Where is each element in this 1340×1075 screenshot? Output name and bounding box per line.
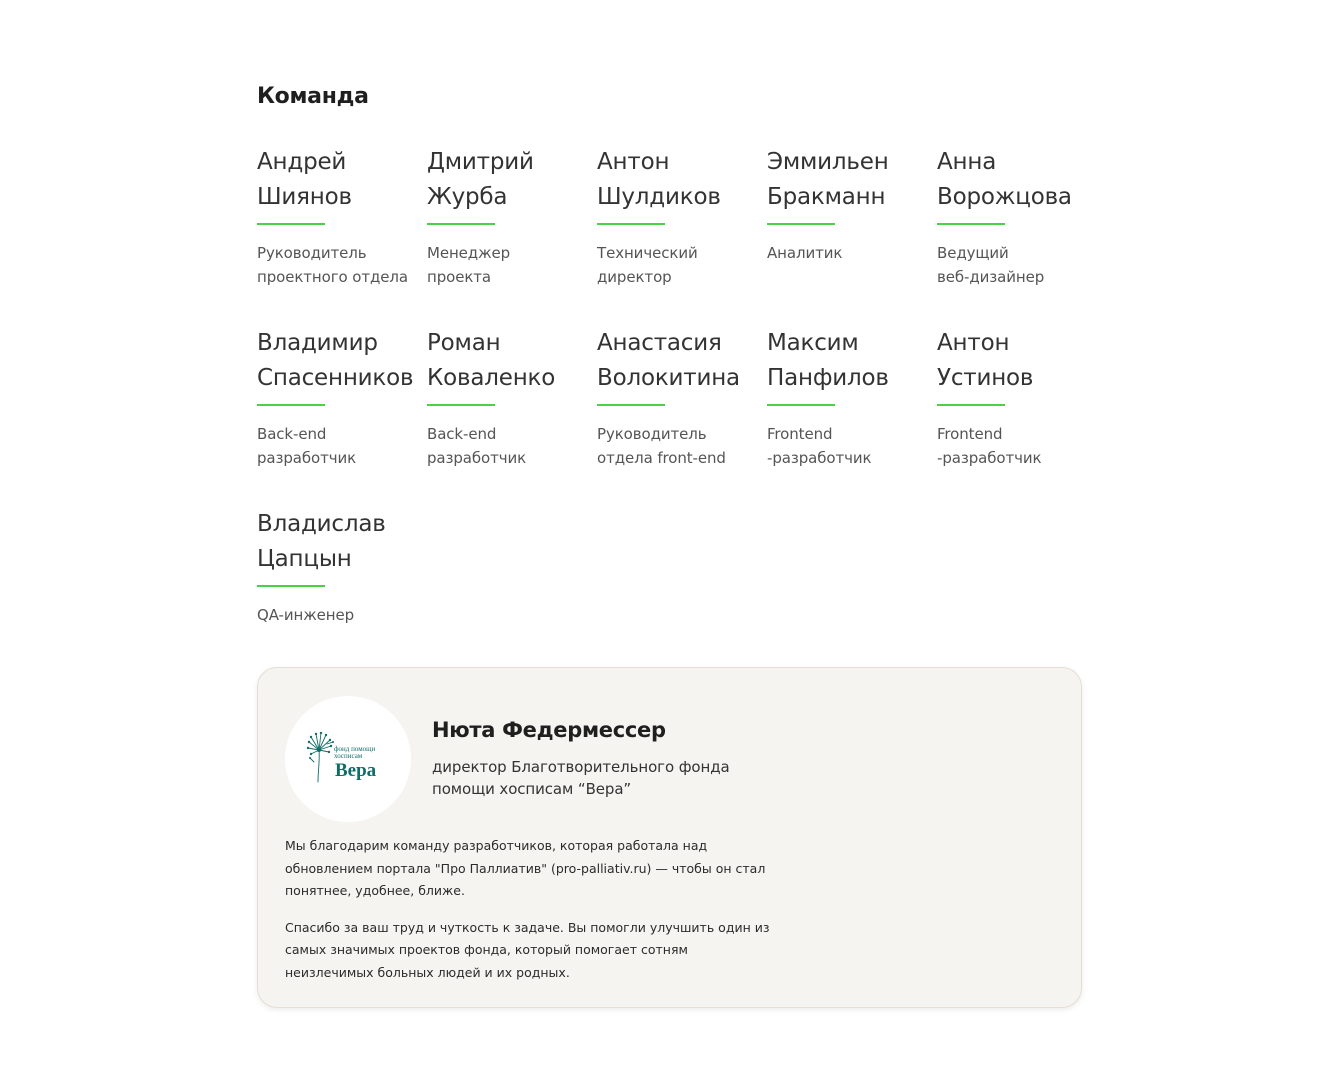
team-member-card — [767, 145, 937, 326]
member-underline — [937, 404, 1005, 406]
member-role: Frontend -разработчик — [937, 425, 1042, 467]
team-member-card — [597, 145, 767, 326]
member-name: Владислав Цапцын — [257, 511, 386, 572]
member-role: Аналитик — [767, 244, 843, 262]
member-underline — [257, 404, 325, 406]
member-role: Back-end разработчик — [257, 425, 357, 467]
member-role: Ведущий веб-дизайнер — [937, 244, 1045, 286]
member-name: Антон Устинов — [937, 330, 1034, 391]
member-name: Андрей Шиянов — [257, 149, 352, 210]
author-name: Нюта Федермессер — [432, 718, 666, 742]
team-member-card — [257, 145, 427, 326]
member-role: Менеджер проекта — [427, 244, 511, 286]
member-name: Антон Шулдиков — [597, 149, 721, 210]
member-role: Руководитель проектного отдела — [257, 244, 408, 286]
member-name: Дмитрий Журба — [427, 149, 534, 210]
member-name: Владимир Спасенников — [257, 330, 414, 391]
logo-small-text: фонд помощи хосписам — [334, 745, 376, 760]
member-underline — [937, 223, 1005, 225]
member-role: Технический директор — [597, 244, 698, 286]
team-grid — [257, 145, 1107, 688]
testimonial-paragraph: Мы благодарим команду разработчиков, которая работала над обновлением портала "Про Паллиатив" (pro-palliativ.ru) — чтобы он стал понятнее, удобнее, ближе. — [285, 838, 766, 898]
testimonial-card — [257, 667, 1082, 1008]
member-underline — [597, 223, 665, 225]
team-member-card — [427, 145, 597, 326]
team-member-card — [767, 326, 937, 507]
member-underline — [257, 223, 325, 225]
member-name: Анна Ворожцова — [937, 149, 1072, 210]
logo-title: Вера — [335, 760, 377, 781]
team-section-title: Команда — [257, 84, 369, 109]
member-underline — [257, 585, 325, 587]
member-role: Frontend -разработчик — [767, 425, 872, 467]
member-name: Роман Коваленко — [427, 330, 556, 391]
member-underline — [427, 404, 495, 406]
member-name: Максим Панфилов — [767, 330, 889, 391]
team-member-card — [937, 326, 1107, 507]
member-underline — [767, 223, 835, 225]
member-underline — [597, 404, 665, 406]
dandelion-icon — [305, 732, 335, 784]
author-title: директор Благотворительного фонда помощи хосписам “Вера” — [432, 758, 730, 798]
team-member-card — [257, 507, 427, 688]
member-role: Руководитель отдела front-end — [597, 425, 726, 467]
member-role: Back-end разработчик — [427, 425, 527, 467]
member-name: Анастасия Волокитина — [597, 330, 740, 391]
vera-fund-logo — [285, 696, 411, 822]
member-underline — [767, 404, 835, 406]
team-member-card — [597, 326, 767, 507]
member-underline — [427, 223, 495, 225]
team-member-card — [937, 145, 1107, 326]
team-member-card — [427, 326, 597, 507]
team-member-card — [257, 326, 427, 507]
testimonial-paragraph: Спасибо за ваш труд и чуткость к задаче. Вы помогли улучшить один из самых значимых проектов фонда, который помогает сотням неизлечимых больных людей и их родных. — [285, 919, 770, 980]
testimonial-text — [285, 835, 780, 998]
member-role: QA-инженер — [257, 606, 355, 624]
member-name: Эммильен Бракманн — [767, 149, 889, 210]
